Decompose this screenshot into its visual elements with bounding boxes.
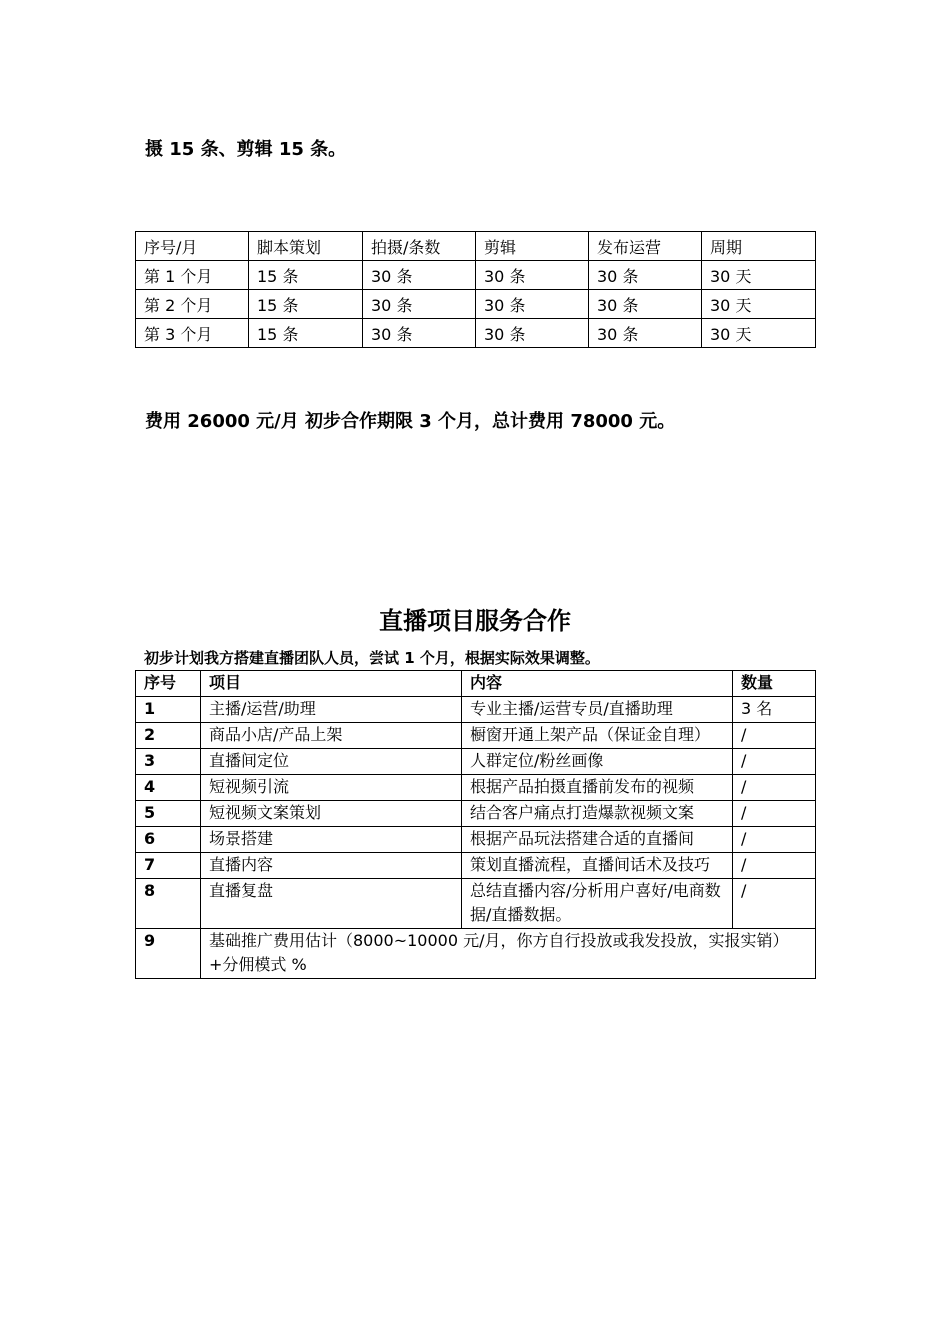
quantity-cell: 3 名 (733, 697, 816, 723)
schedule-cell: 30 条 (476, 319, 589, 348)
schedule-header-cell: 发布运营 (589, 232, 702, 261)
content-cell: 根据产品玩法搭建合适的直播间 (462, 827, 733, 853)
schedule-cell: 15 条 (249, 319, 363, 348)
row-number: 5 (136, 801, 201, 827)
table-row (136, 827, 816, 853)
row-number: 9 (136, 929, 201, 979)
schedule-cell: 第 1 个月 (136, 261, 249, 290)
row-number: 2 (136, 723, 201, 749)
table-row (136, 879, 816, 929)
schedule-cell: 30 条 (363, 319, 476, 348)
schedule-cell: 30 条 (476, 261, 589, 290)
row-number: 8 (136, 879, 201, 929)
live-header-cell: 数量 (733, 671, 816, 697)
row-number: 4 (136, 775, 201, 801)
item-cell: 商品小店/产品上架 (201, 723, 462, 749)
item-cell: 直播内容 (201, 853, 462, 879)
content-cell: 根据产品拍摄直播前发布的视频 (462, 775, 733, 801)
intro-line: 摄 15 条、剪辑 15 条。 (145, 139, 347, 160)
schedule-cell: 30 条 (476, 290, 589, 319)
table-row (136, 261, 816, 290)
schedule-cell: 第 2 个月 (136, 290, 249, 319)
quantity-cell: / (733, 749, 816, 775)
section-subtitle: 初步计划我方搭建直播团队人员，尝试 1 个月，根据实际效果调整。 (144, 649, 600, 667)
content-cell: 橱窗开通上架产品（保证金自理） (462, 723, 733, 749)
schedule-cell: 30 条 (589, 261, 702, 290)
schedule-cell: 30 条 (363, 290, 476, 319)
quantity-cell: / (733, 879, 816, 929)
item-cell: 主播/运营/助理 (201, 697, 462, 723)
live-service-table (135, 670, 816, 979)
schedule-header-cell: 脚本策划 (249, 232, 363, 261)
item-cell: 直播复盘 (201, 879, 462, 929)
quantity-cell: / (733, 775, 816, 801)
item-cell: 直播间定位 (201, 749, 462, 775)
schedule-cell: 30 天 (702, 290, 816, 319)
table-row (136, 801, 816, 827)
item-cell: 场景搭建 (201, 827, 462, 853)
table-row (136, 853, 816, 879)
schedule-cell: 15 条 (249, 261, 363, 290)
schedule-header-cell: 拍摄/条数 (363, 232, 476, 261)
schedule-header-row (136, 232, 816, 261)
schedule-cell: 15 条 (249, 290, 363, 319)
table-row (136, 290, 816, 319)
table-row (136, 697, 816, 723)
content-cell: 总结直播内容/分析用户喜好/电商数据/直播数据。 (462, 879, 733, 929)
table-row (136, 929, 816, 979)
schedule-header-cell: 周期 (702, 232, 816, 261)
content-cell: 专业主播/运营专员/直播助理 (462, 697, 733, 723)
table-row (136, 723, 816, 749)
schedule-header-cell: 序号/月 (136, 232, 249, 261)
item-cell: 短视频文案策划 (201, 801, 462, 827)
schedule-cell: 30 天 (702, 319, 816, 348)
row-number: 3 (136, 749, 201, 775)
content-cell: 策划直播流程，直播间话术及技巧 (462, 853, 733, 879)
table-row (136, 319, 816, 348)
section-title: 直播项目服务合作 (379, 607, 571, 635)
quantity-cell: / (733, 853, 816, 879)
table-row (136, 775, 816, 801)
schedule-table (135, 231, 816, 348)
schedule-cell: 第 3 个月 (136, 319, 249, 348)
item-cell: 短视频引流 (201, 775, 462, 801)
schedule-cell: 30 条 (589, 319, 702, 348)
live-header-cell: 项目 (201, 671, 462, 697)
quantity-cell: / (733, 723, 816, 749)
live-header-row (136, 671, 816, 697)
quantity-cell: / (733, 801, 816, 827)
row-number: 7 (136, 853, 201, 879)
schedule-cell: 30 条 (363, 261, 476, 290)
schedule-header-cell: 剪辑 (476, 232, 589, 261)
live-header-cell: 内容 (462, 671, 733, 697)
fee-line: 费用 26000 元/月 初步合作期限 3 个月，总计费用 78000 元。 (145, 411, 676, 432)
live-header-cell: 序号 (136, 671, 201, 697)
quantity-cell: / (733, 827, 816, 853)
table-row (136, 749, 816, 775)
schedule-cell: 30 天 (702, 261, 816, 290)
content-cell: 结合客户痛点打造爆款视频文案 (462, 801, 733, 827)
content-cell: 人群定位/粉丝画像 (462, 749, 733, 775)
row-number: 6 (136, 827, 201, 853)
row-number: 1 (136, 697, 201, 723)
promotion-fee-cell: 基础推广费用估计（8000~10000 元/月，你方自行投放或我发投放，实报实销）+分佣模式 % (201, 929, 816, 979)
schedule-cell: 30 条 (589, 290, 702, 319)
